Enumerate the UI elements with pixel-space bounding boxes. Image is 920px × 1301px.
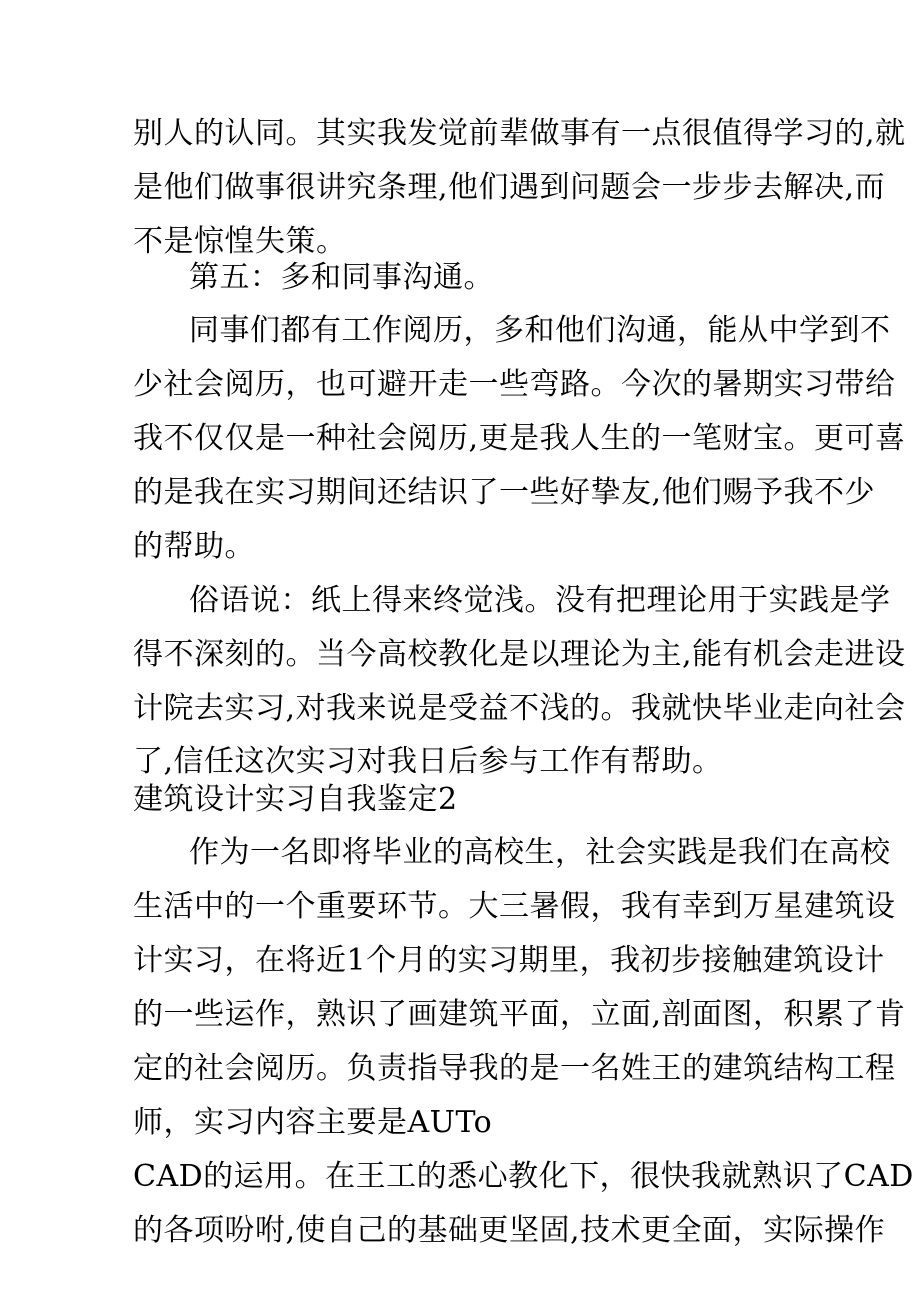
text-line: 师，实习内容主要是AUTo [133,1105,493,1140]
text-line: 同事们都有工作阅历，多和他们沟通，能从中学到不 [189,313,891,348]
text-line: 的帮助。 [133,529,255,564]
text-line: 是他们做事很讲究条理,他们遇到问题会一步步去解决,而 [133,170,886,205]
text-line: 别人的认同。其实我发觉前辈做事有一点很值得学习的,就 [133,116,906,151]
text-line: 计实习，在将近1个月的实习期里，我初步接触建筑设计 [133,943,885,978]
text-line: 不是惊惶失策。 [133,224,347,259]
section-heading: 第五：多和同事沟通。 [189,260,494,295]
text-line: 定的社会阅历。负责指导我的是一名姓王的建筑结构工程 [133,1051,896,1086]
text-line: CAD的运用。在王工的悉心教化下，很快我就熟识了CAD [133,1159,914,1194]
document-heading: 建筑设计实习自我鉴定2 [133,782,458,817]
text-line: 作为一名即将毕业的高校生，社会实践是我们在高校 [189,835,891,870]
text-line: 的各项吩咐,使自己的基础更坚固,技术更全面，实际操作 [133,1213,886,1248]
text-line: 了,信任这次实习对我日后参与工作有帮助。 [133,744,723,779]
text-line: 得不深刻的。当今高校教化是以理论为主,能有机会走进设 [133,637,906,672]
text-line: 生活中的一个重要环节。大三暑假，我有幸到万星建筑设 [133,889,896,924]
text-line: 的一些运作，熟识了画建筑平面，立面,剖面图，积累了肯 [133,997,906,1032]
text-line: 计院去实习,对我来说是受益不浅的。我就快毕业走向社会 [133,691,906,726]
text-line: 俗语说：纸上得来终觉浅。没有把理论用于实践是学 [189,583,891,618]
text-line: 少社会阅历，也可避开走一些弯路。今次的暑期实习带给 [133,367,896,402]
text-line: 我不仅仅是一种社会阅历,更是我人生的一笔财宝。更可喜 [133,421,906,456]
text-line: 的是我在实习期间还结识了一些好挚友,他们赐予我不少 [133,475,876,510]
